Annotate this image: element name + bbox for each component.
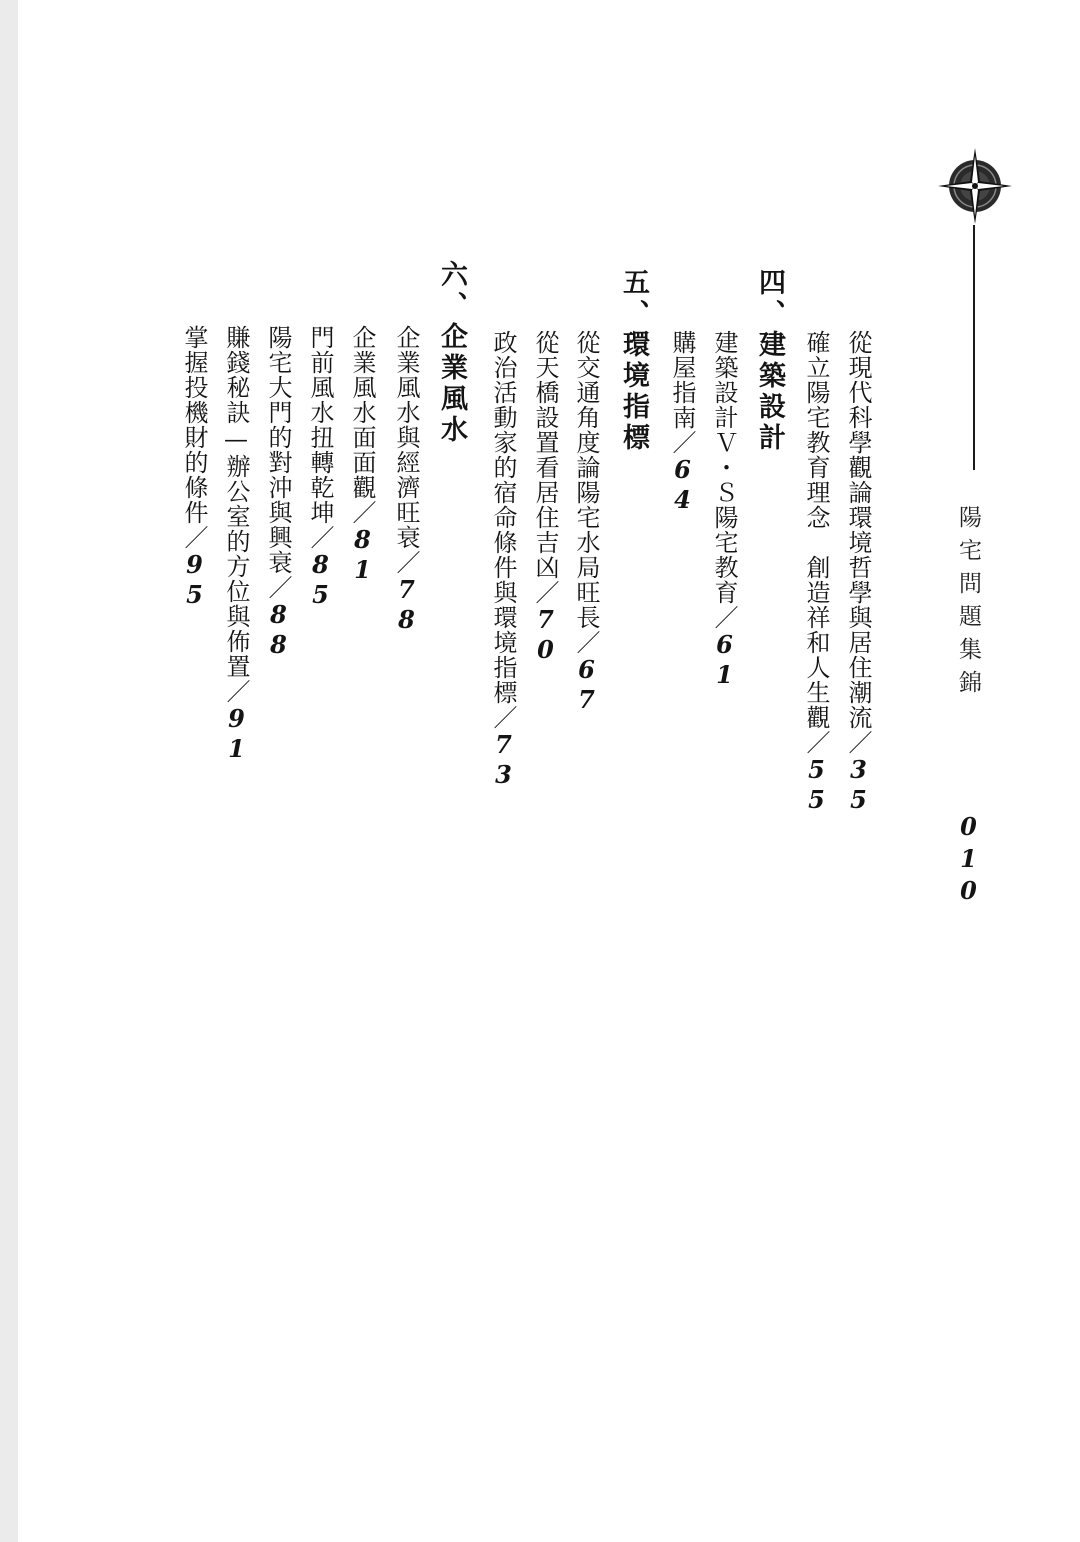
toc-separator: ／ — [222, 679, 250, 704]
toc-entry — [668, 330, 697, 515]
toc-separator: ／ — [802, 730, 830, 755]
section-heading: 四、建築設計 — [754, 268, 785, 454]
toc-page-number: 64 — [668, 455, 697, 515]
toc-entry-title: 賺錢秘訣—辦公室的方位與佈置 — [222, 325, 250, 679]
running-title: 陽宅問題集錦 — [955, 505, 981, 703]
toc-separator: ／ — [306, 525, 334, 550]
toc-entry-title: 購屋指南 — [668, 330, 696, 430]
toc-page-number: 67 — [572, 655, 601, 715]
toc-separator: ／ — [531, 580, 559, 605]
toc-separator: ／ — [348, 500, 376, 525]
toc-page-number: 61 — [710, 630, 739, 690]
toc-page-number: 35 — [844, 755, 873, 815]
toc-entry — [306, 325, 335, 610]
header-rule — [973, 225, 975, 470]
toc-page-number: 73 — [489, 730, 518, 790]
toc-separator: ／ — [392, 550, 420, 575]
toc-separator: ／ — [264, 575, 292, 600]
toc-entry-title: 掌握投機財的條件 — [180, 325, 208, 525]
compass-rose-icon — [938, 148, 1012, 228]
toc-page-number: 95 — [180, 550, 209, 610]
toc-separator: ／ — [489, 705, 517, 730]
toc-entry-title: 企業風水面面觀 — [348, 325, 376, 500]
toc-entry — [572, 330, 601, 715]
toc-entry — [348, 325, 377, 585]
book-page — [18, 0, 1080, 1542]
toc-entry-title: 確立陽宅教育理念 創造祥和人生觀 — [802, 330, 830, 730]
toc-page-number: 88 — [264, 600, 293, 660]
toc-entry — [844, 330, 873, 815]
toc-entry — [222, 325, 251, 764]
toc-entry — [802, 330, 831, 815]
toc-page-number: 70 — [531, 605, 560, 665]
toc-entry-title: 政治活動家的宿命條件與環境指標 — [489, 330, 517, 705]
toc-separator: ／ — [668, 430, 696, 455]
section-heading: 六、企業風水 — [436, 260, 467, 446]
toc-page-number: 78 — [392, 575, 421, 635]
toc-entry — [489, 330, 518, 790]
page-number: 010 — [954, 812, 983, 908]
toc-entry — [710, 330, 739, 690]
toc-entry-title: 從交通角度論陽宅水局旺長 — [572, 330, 600, 630]
toc-entry-title: 從天橋設置看居住吉凶 — [531, 330, 559, 580]
toc-entry — [264, 325, 293, 660]
toc-separator: ／ — [710, 605, 738, 630]
toc-entry-title: 建築設計Ｖ・Ｓ陽宅教育 — [710, 330, 738, 605]
toc-page-number: 55 — [802, 755, 831, 815]
toc-page-number: 81 — [348, 525, 377, 585]
toc-page-number: 91 — [222, 704, 251, 764]
toc-entry-title: 門前風水扭轉乾坤 — [306, 325, 334, 525]
toc-separator: ／ — [180, 525, 208, 550]
toc-entry — [531, 330, 560, 665]
toc-entry-title: 從現代科學觀論環境哲學與居住潮流 — [844, 330, 872, 730]
section-heading: 五、環境指標 — [618, 268, 649, 454]
toc-entry-title: 陽宅大門的對沖與興衰 — [264, 325, 292, 575]
toc-separator: ／ — [844, 730, 872, 755]
toc-separator: ／ — [572, 630, 600, 655]
toc-entry — [180, 325, 209, 610]
toc-entry — [392, 325, 421, 635]
toc-entry-title: 企業風水與經濟旺衰 — [392, 325, 420, 550]
toc-page-number: 85 — [306, 550, 335, 610]
